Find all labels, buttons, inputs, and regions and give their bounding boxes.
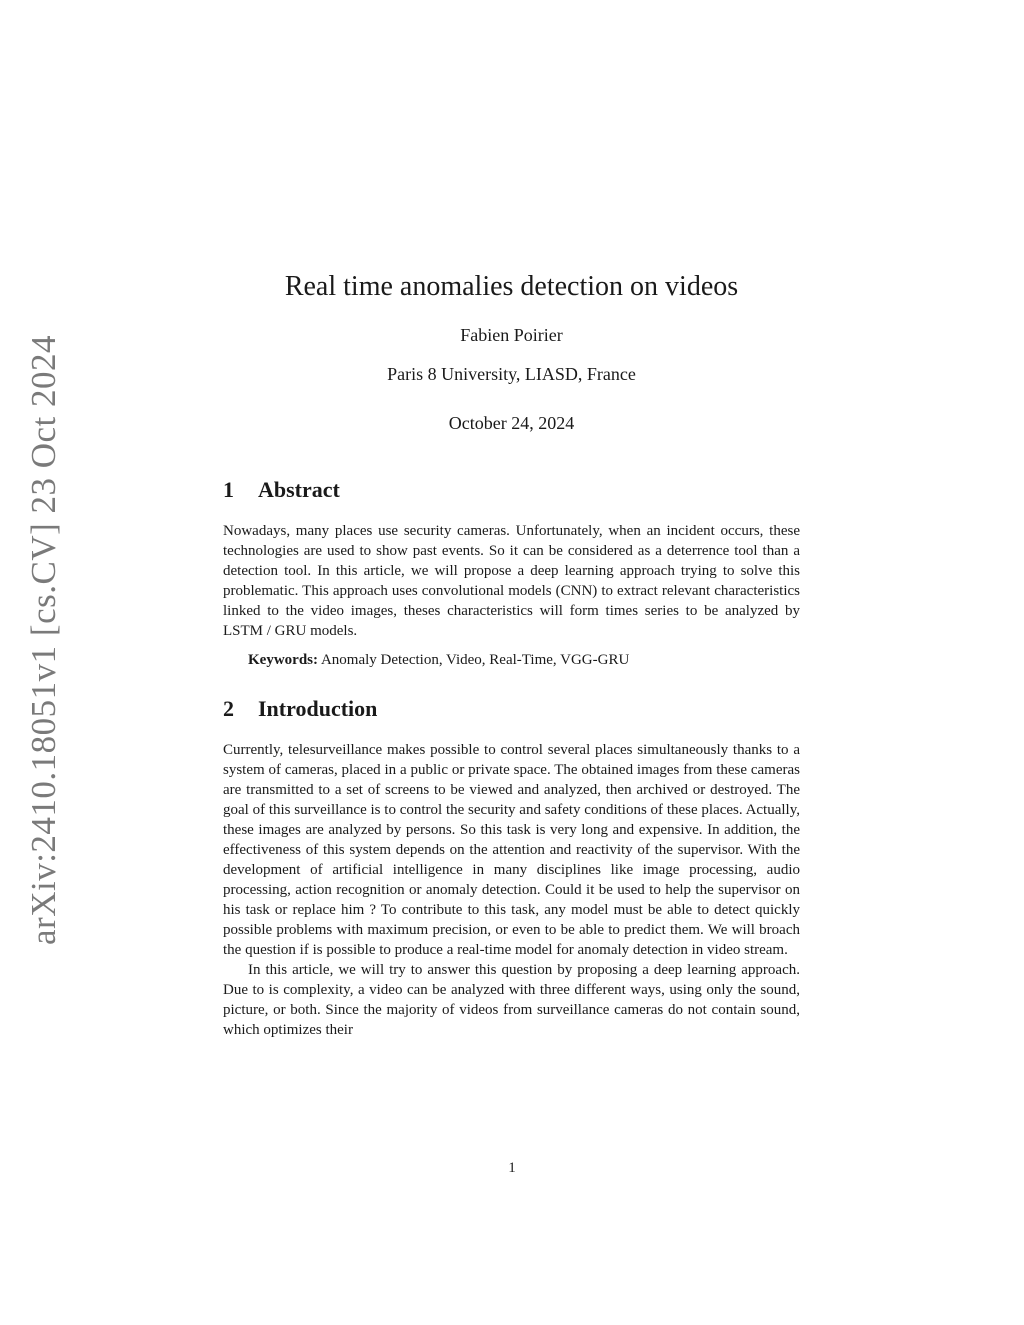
section-number: 2 — [223, 696, 234, 721]
section-heading-abstract — [223, 477, 800, 503]
arxiv-side-stamp: arXiv:2410.18051v1 [cs.CV] 23 Oct 2024 — [24, 334, 63, 945]
introduction-paragraph: Currently, telesurveillance makes possible to control several places simultaneously thanks to a system of cameras, placed in a public or private space. The obtained images from these cameras are transmitted to a set of screens to be viewed and analyzed, then archived or destroyed. The goal of this surveillance is to control the security and safety conditions of these places. Actually, these images are analyzed by persons. So this task is very long and expensive. In addition, the effectiveness of this system depends on the attention and reactivity of the supervisor. With the development of artificial intelligence in many disciplines like image processing, audio processing, action recognition or anomaly detection. Could it be used to help the supervisor on his task or replace him ? To contribute to this task, any model must be able to detect quickly possible problems with maximum precision, or even to be able to predict them. We will broach the question if is possible to produce a real-time model for anomaly detection in video stream. — [223, 742, 800, 958]
section-number: 1 — [223, 477, 234, 502]
author-affiliation: Paris 8 University, LIASD, France — [387, 364, 636, 384]
abstract-paragraph: Nowadays, many places use security cameras. Unfortunately, when an incident occurs, these technologies are used to show past events. So it can be considered as a deterrence tool than a detection tool. In this article, we will propose a deep learning approach trying to solve this problematic. This approach uses convolutional models (CNN) to extract relevant characteristics linked to the video images, theses characteristics will form times series to be analyzed by LSTM / GRU models. — [223, 523, 800, 639]
keywords-label: Keywords: — [248, 652, 318, 668]
section-heading-introduction — [223, 696, 800, 722]
section-title: Introduction — [258, 696, 378, 721]
paper-page — [223, 260, 800, 1040]
introduction-paragraph: In this article, we will try to answer this question by proposing a deep learning approach. Due to is complexity, a video can be analyzed with three different ways, using only the sound, picture, or both. Since the majority of videos from surveillance cameras do not contain sound, which optimizes their — [223, 962, 800, 1038]
keywords-line — [223, 650, 800, 670]
paper-date: October 24, 2024 — [448, 413, 575, 433]
page-number: 1 — [508, 1160, 516, 1176]
paper-title: Real time anomalies detection on videos — [284, 271, 739, 302]
author-name: Fabien Poirier — [460, 325, 563, 345]
keywords-list: Anomaly Detection, Video, Real-Time, VGG-GRU — [320, 652, 630, 668]
section-title: Abstract — [258, 477, 340, 502]
